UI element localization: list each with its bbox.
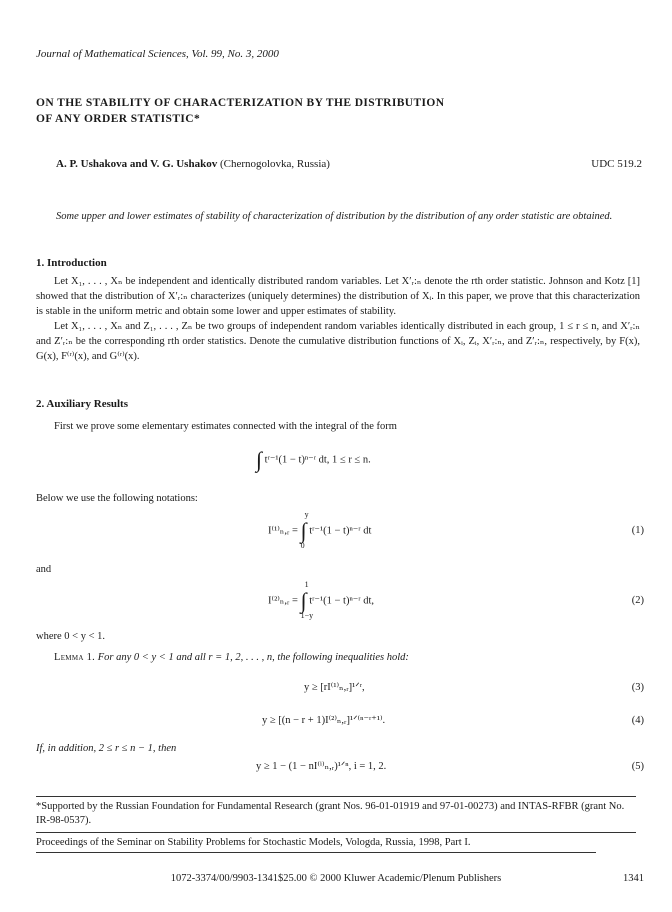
author-affiliation: (Chernogolovka, Russia) <box>219 158 330 170</box>
lemma-1 <box>36 651 640 666</box>
section-heading-introduction: 1. Introduction <box>36 257 107 269</box>
udc-code: UDC 519.2 <box>591 158 642 170</box>
equation-5: y ≥ 1 − (1 − nI⁽ⁱ⁾ₙ,ᵣ)¹ᐟⁿ, i = 1, 2. <box>256 761 387 772</box>
where-block <box>36 630 640 645</box>
eq2-upper-limit: 1 <box>304 580 309 589</box>
integral-sign: ∫ <box>256 447 263 472</box>
auxiliary-intro-text: First we prove some elementary estimates connected with the integral of the form <box>54 421 397 432</box>
and-text: and <box>36 564 52 575</box>
footnote: *Supported by the Russian Foundation for Fundamental Research (grant Nos. 96-01-01919 and 97-01-00273) and INTAS-RFBR (grant No. IR-98-0537). <box>36 801 625 826</box>
notations-intro <box>36 492 640 507</box>
equation-4-number: (4) <box>631 715 644 726</box>
where-text: where 0 < y < 1. <box>36 631 105 642</box>
introduction-body <box>36 275 640 364</box>
equation-2-number: (2) <box>631 595 644 606</box>
equation-4: y ≥ [(n − r + 1)I⁽²⁾ₙ,ᵣ]¹ᐟ⁽ⁿ⁻ʳ⁺¹⁾. <box>262 715 386 726</box>
author-names: A. P. Ushakova and V. G. Ushakov <box>56 158 218 170</box>
eq2-integral <box>300 580 314 621</box>
eq2-lhs: I⁽²⁾ₙ,ᵣ = <box>268 595 298 607</box>
bottom-divider <box>36 852 596 853</box>
equation-3: y ≥ [rI⁽¹⁾ₙ,ᵣ]¹ᐟʳ, <box>304 682 365 693</box>
paper-title <box>36 96 636 127</box>
equation-3-number: (3) <box>631 682 644 693</box>
equation-2 <box>268 580 374 621</box>
page-number: 1341 <box>623 873 644 884</box>
title-line-1: ON THE STABILITY OF CHARACTERIZATION BY THE DISTRIBUTION <box>36 97 445 109</box>
proceedings-note: Proceedings of the Seminar on Stability Problems for Stochastic Models, Vologda, Russia, 1998, Part I. <box>36 837 471 848</box>
proceedings-divider <box>36 832 636 833</box>
integral-form-text: tʳ⁻¹(1 − t)ⁿ⁻ʳ dt, 1 ≤ r ≤ n. <box>264 454 371 466</box>
equation-5-number: (5) <box>631 761 644 772</box>
integral-sign: ∫ <box>300 588 307 613</box>
section-heading-auxiliary: 2. Auxiliary Results <box>36 398 128 410</box>
condition-text: If, in addition, 2 ≤ r ≤ n − 1, then <box>36 743 177 754</box>
copyright-line: 1072-3374/00/9903-1341$25.00 © 2000 Kluwer Academic/Plenum Publishers <box>170 873 502 884</box>
eq1-integral <box>300 510 309 551</box>
intro-paragraph-1: Let X₁, . . . , Xₙ be independent and identically distributed random variables. Let X′ᵣ:ₙ denote the rth order statistic. Johnson and Kotz [1] showed that the distribution of X′ᵣ:ₙ characterizes (uniquely determines) the distribution of Xᵢ. In this paper, we prove that this characterization is stable in the uniform metric and obtain some lower and upper estimates of stability. <box>36 276 640 317</box>
eq1-rhs: tʳ⁻¹(1 − t)ⁿ⁻ʳ dt <box>309 525 372 537</box>
footnote-divider <box>36 796 636 797</box>
integral-form <box>256 449 371 471</box>
auxiliary-intro <box>36 420 640 435</box>
condition-block <box>36 742 640 757</box>
eq1-upper-limit: y <box>304 510 309 519</box>
and-text-block <box>36 563 640 578</box>
intro-paragraph-2: Let X₁, . . . , Xₙ and Z₁, . . . , Zₙ be two groups of independent random variables identically distributed in each group, 1 ≤ r ≤ n, and X′ᵣ:ₙ and Z′ᵣ:ₙ be the corresponding rth order statistics. Denote the cumulative distribution functions of Xᵢ, Zᵢ, X′ᵣ:ₙ, and Z′ᵣ:ₙ, respectively, by F(x), G(x), F⁽ʳ⁾(x), and G⁽ʳ⁾(x). <box>36 320 640 362</box>
authors-line <box>56 157 330 172</box>
eq1-lower-limit: 0 <box>300 541 305 551</box>
equation-1 <box>268 510 372 551</box>
title-line-2: OF ANY ORDER STATISTIC* <box>36 112 201 125</box>
abstract: Some upper and lower estimates of stability of characterization of distribution by the distribution of any order statistic are obtained. <box>56 211 613 222</box>
lemma-label: Lemma 1. <box>54 652 96 663</box>
eq1-lhs: I⁽¹⁾ₙ,ᵣ = <box>268 525 298 537</box>
journal-header: Journal of Mathematical Sciences, Vol. 99, No. 3, 2000 <box>36 48 279 60</box>
eq2-lower-limit: 1−y <box>300 611 314 621</box>
lemma-text: For any 0 < y < 1 and all r = 1, 2, . . . , n, the following inequalities hold: <box>97 652 409 663</box>
integral-sign: ∫ <box>300 518 307 543</box>
eq2-rhs: tʳ⁻¹(1 − t)ⁿ⁻ʳ dt, <box>309 595 374 607</box>
equation-1-number: (1) <box>631 525 644 536</box>
notations-text: Below we use the following notations: <box>36 493 198 504</box>
